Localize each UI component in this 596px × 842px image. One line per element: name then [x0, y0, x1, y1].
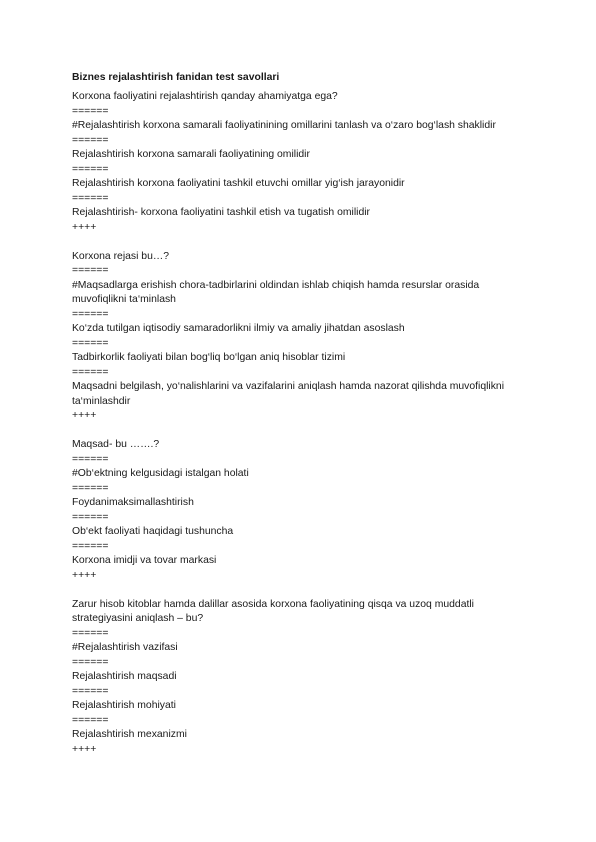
block-spacer: [72, 583, 532, 598]
answer-option: Foydanimaksimallashtirish: [72, 497, 194, 508]
question-terminator: ++++: [72, 221, 97, 233]
separator-line: ======: [72, 714, 109, 726]
question-text: Maqsad- bu …….?: [72, 439, 160, 450]
answer-option: Rejalashtirish- korxona faoliyatini tashkil etish va tugatish omilidir: [72, 207, 370, 218]
separator-line: ======: [72, 540, 109, 552]
answer-option: Rejalashtirish mohiyati: [72, 700, 176, 711]
question-text: Korxona faoliyatini rejalashtirish qanday ahamiyatga ega?: [72, 91, 338, 102]
question-terminator: ++++: [72, 743, 97, 755]
document-title: Biznes rejalashtirish fanidan test savollari: [72, 72, 280, 83]
block-spacer: [72, 424, 532, 439]
block-spacer: [72, 235, 532, 250]
separator-line: ======: [72, 453, 109, 465]
question-block: [72, 250, 532, 424]
correct-answer-option: #Ob‘ektning kelgusidagi istalgan holati: [72, 468, 249, 479]
answer-option: Maqsadni belgilash, yo‘nalishlarini va vazifalarini aniqlash hamda nazorat qilishda muvofiqlikni ta‘minlashdir: [72, 381, 505, 407]
separator-line: ======: [72, 656, 109, 668]
separator-line: ======: [72, 134, 109, 146]
correct-answer-option: #Maqsadlarga erishish chora-tadbirlarini oldindan ishlab chiqish hamda resurslar orasida muvofiqlikni ta‘minlash: [72, 279, 480, 305]
answer-option: Ob‘ekt faoliyati haqidagi tushuncha: [72, 526, 234, 537]
answer-option: Rejalashtirish mexanizmi: [72, 729, 187, 740]
separator-line: ======: [72, 192, 109, 204]
question-block: [72, 598, 532, 758]
answer-option: Korxona imidji va tovar markasi: [72, 555, 217, 566]
question-terminator: ++++: [72, 569, 97, 581]
answer-option: Rejalashtirish korxona samarali faoliyatining omilidir: [72, 149, 310, 160]
question-text: Korxona rejasi bu…?: [72, 250, 170, 262]
separator-line: ======: [72, 511, 109, 523]
separator-line: ======: [72, 627, 109, 639]
separator-line: ======: [72, 337, 109, 349]
question-block: [72, 90, 532, 235]
separator-line: ======: [72, 366, 109, 378]
document-page: [72, 71, 532, 757]
separator-line: ======: [72, 685, 109, 697]
question-block: [72, 438, 532, 583]
separator-line: ======: [72, 163, 109, 175]
separator-line: ======: [72, 482, 109, 494]
question-list: [72, 90, 532, 757]
separator-line: ======: [72, 105, 109, 117]
answer-option: Rejalashtirish maqsadi: [72, 671, 177, 682]
separator-line: ======: [72, 308, 109, 320]
question-text: Zarur hisob kitoblar hamda dalillar asosida korxona faoliyatining qisqa va uzoq muddatli strategiyasini aniqlash – bu?: [72, 598, 474, 624]
correct-answer-option: #Rejalashtirish vazifasi: [72, 642, 178, 653]
answer-option: Tadbirkorlik faoliyati bilan bog‘liq bo‘lgan aniq hisoblar tizimi: [72, 352, 346, 363]
correct-answer-option: #Rejalashtirish korxona samarali faoliyatinining omillarini tanlash va o‘zaro bog‘lash shaklidir: [72, 120, 496, 131]
separator-line: ======: [72, 265, 109, 276]
answer-option: Ko‘zda tutilgan iqtisodiy samaradorlikni ilmiy va amaliy jihatdan asoslash: [72, 323, 405, 334]
answer-option: Rejalashtirish korxona faoliyatini tashkil etuvchi omillar yig‘ish jarayonidir: [72, 178, 405, 189]
question-terminator: ++++: [72, 410, 97, 421]
